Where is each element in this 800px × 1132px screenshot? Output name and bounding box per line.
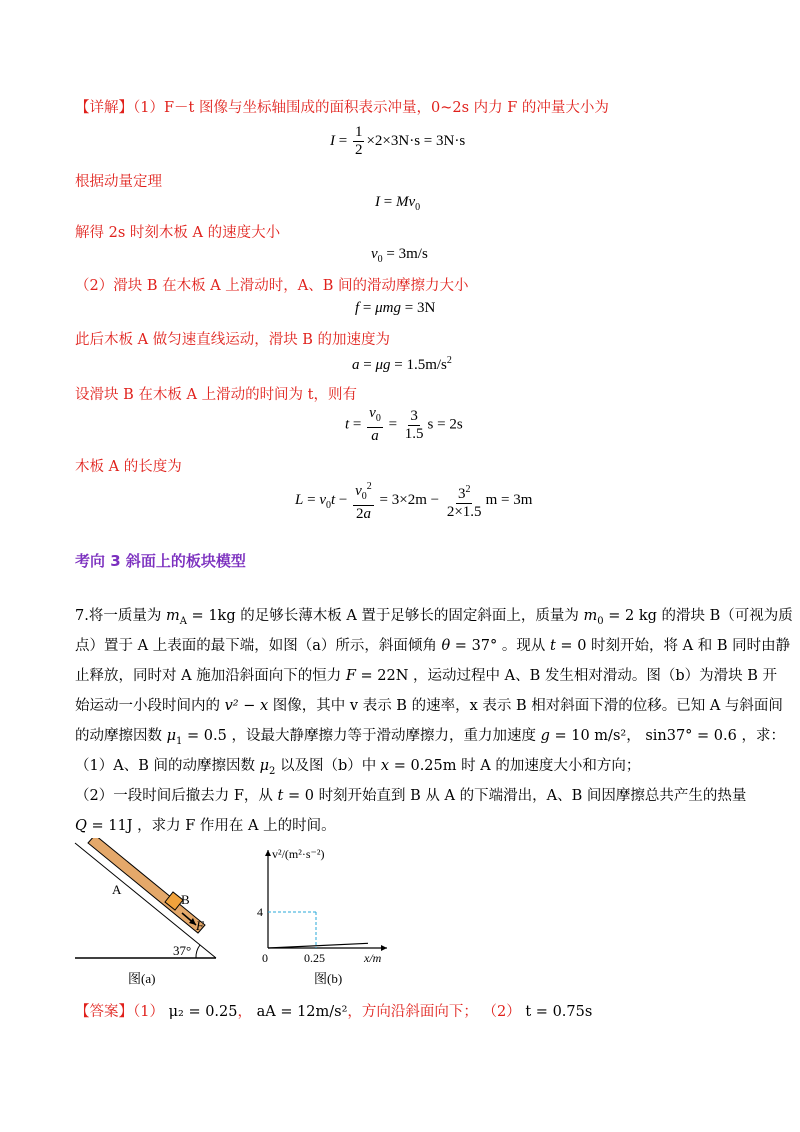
caption-a: 图(a): [128, 971, 156, 986]
eq-accel: $a = \mu g = 1.5m/s^2$: [352, 355, 452, 373]
eq-momentum: $I = Mv_0$: [375, 194, 421, 213]
problem-line-2: 点）置于 A 上表面的最下端，如图（a）所示，斜面倾角 θ = 37° 。现从 t = 0 时刻开始，将 A 和 B 同时由静: [75, 638, 791, 654]
after-text: 此后木板 A 做匀速直线运动，滑块 B 的加速度为: [75, 332, 391, 348]
figure-a: [70, 838, 230, 988]
answer-line: 【答案】（1） μ₂ = 0.25， aA = 12m/s²，方向沿斜面向下； （2） t = 0.75s: [75, 1004, 593, 1020]
length-text: 木板 A 的长度为: [75, 459, 182, 475]
y-tick-label: 4: [257, 905, 263, 919]
origin-label: 0: [262, 951, 268, 965]
angle-label: 37°: [173, 943, 192, 958]
eq-impulse: I = $\frac{1}{2}$ ×2×3N·s = 3N·s: [330, 124, 466, 158]
y-axis-label: v²/(m²·s⁻²): [272, 847, 325, 861]
x-axis-arrow: [381, 945, 387, 951]
label-b: B: [181, 892, 190, 907]
question-2-line-1: （2）一段时间后撤去力 F，从 t = 0 时刻开始直到 B 从 A 的下端滑出，A、B 间因摩擦总共产生的热量: [75, 788, 747, 804]
x-axis-label: x/m: [364, 951, 382, 965]
eq-length: $L = v_0t$ − $\frac{v_0^2}{2a}$ = 3×2m − $\frac{3^2}{2\times 1.5}$ m = 3m: [295, 478, 532, 523]
momentum-theorem-text: 根据动量定理: [75, 174, 162, 190]
angle-arc: [196, 945, 200, 958]
part2-text: （2）滑块 B 在木板 A 上滑动时，A、B 间的滑动摩擦力大小: [75, 278, 469, 294]
label-a: A: [112, 882, 122, 897]
time-text: 设滑块 B 在木板 A 上滑动的时间为 t，则有: [75, 387, 357, 403]
section-title: 考向 3 斜面上的板块模型: [75, 552, 246, 570]
explanation-tag: 【详解】: [75, 100, 133, 116]
caption-b: 图(b): [314, 971, 343, 986]
eq-v0: $v_0 = 3m/s$: [371, 246, 428, 265]
question-1: （1）A、B 间的动摩擦因数 $\mu_2$ 以及图（b）中 x = 0.25m 时 A 的加速度大小和方向；: [75, 758, 641, 777]
problem-line-5: 的动摩擦因数 $\mu_1 = 0.5$ ，设最大静摩擦力等于滑动摩擦力，重力加速度 g = 10 m/s²， sin37° = 0.6 ，求：: [75, 728, 785, 747]
figure-b: [250, 838, 410, 988]
incline-slope: [75, 843, 216, 958]
part1-text: F－t 图像与坐标轴围成的面积表示冲量，0~2s 内力 F 的冲量大小为: [163, 100, 609, 116]
x-tick-label: 0.25: [304, 951, 325, 965]
problem-line-1: 7.将一质量为 $m_A = 1kg$ 的足够长薄木板 A 置于足够长的固定斜面上，质量为 $m_0 = 2$ kg 的滑块 B（可视为质: [75, 608, 793, 627]
board-a: [88, 838, 205, 933]
problem-line-3: 止释放，同时对 A 施加沿斜面向下的恒力 F = 22N ，运动过程中 A、B 发生相对滑动。图（b）为滑块 B 开: [75, 668, 777, 684]
eq-time: t = $\frac{v_0}{a}$ = $\frac{3}{1.5}$ s = 2s: [345, 405, 463, 444]
part1-label: （1）: [133, 100, 164, 116]
explanation-part1: [75, 98, 609, 118]
solve-speed-text: 解得 2s 时刻木板 A 的速度大小: [75, 225, 281, 241]
label-f: F: [196, 918, 204, 933]
problem-line-4: 始运动一小段时间内的 v² − x 图像，其中 v 表示 B 的速率，x 表示 B 相对斜面下滑的位移。已知 A 与斜面间: [75, 698, 783, 714]
y-axis-arrow: [265, 850, 271, 856]
chart-series-line: [268, 943, 368, 948]
question-2-line-2: Q = 11J ，求力 F 作用在 A 上的时间。: [75, 818, 336, 834]
eq-friction: f = μmg = 3N: [355, 300, 436, 316]
